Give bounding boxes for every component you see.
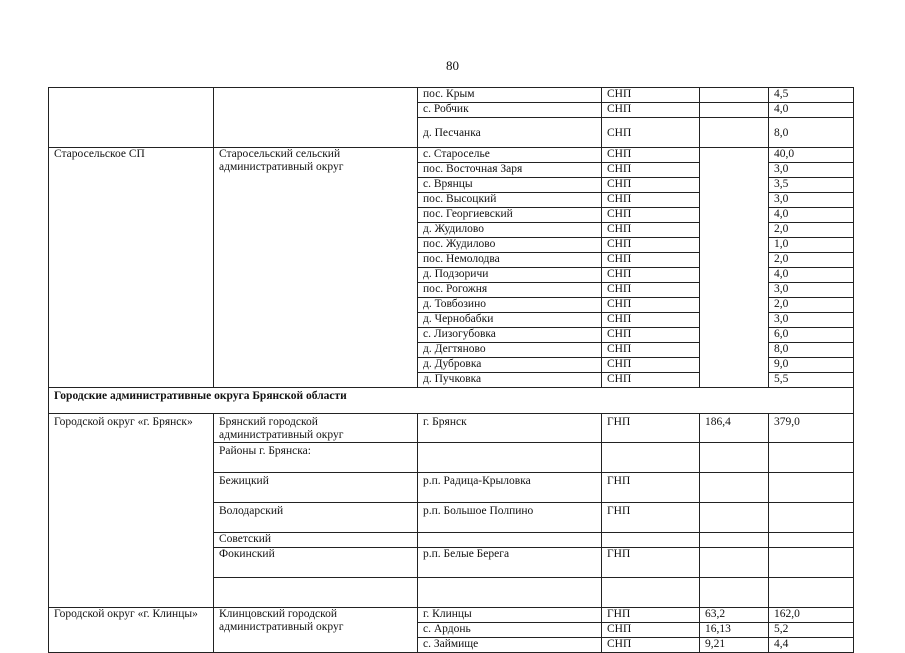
pop2-cell [769,443,854,473]
pop1-cell [700,548,769,578]
pop2-cell: 4,0 [769,208,854,223]
type-cell: СНП [602,193,700,208]
type-cell: СНП [602,623,700,638]
type-cell: СНП [602,313,700,328]
pop1-cell [700,533,769,548]
place-cell: д. Чернобабки [418,313,602,328]
pop2-cell: 3,0 [769,193,854,208]
district-cell: Клинцовский городской административный округ [214,608,418,653]
type-cell: СНП [602,88,700,103]
pop2-cell: 2,0 [769,298,854,313]
place-cell: д. Подзоричи [418,268,602,283]
pop2-cell: 3,5 [769,178,854,193]
settlements-table [48,87,854,653]
place-cell: с. Робчик [418,103,602,118]
district-name-cell: Бежицкий [214,473,418,503]
place-cell: пос. Немолодва [418,253,602,268]
place-cell: с. Врянцы [418,178,602,193]
place-cell: с. Займище [418,638,602,653]
pop1-cell [700,148,769,388]
pop1-cell [700,88,769,103]
type-cell: СНП [602,223,700,238]
type-cell: ГНП [602,608,700,623]
place-cell: г. Брянск [418,414,602,443]
table-row [49,88,854,103]
pop1-cell [700,473,769,503]
pop2-cell [769,533,854,548]
place-cell: г. Клинцы [418,608,602,623]
municipality-cell: Городской округ «г. Клинцы» [49,608,214,653]
type-cell: СНП [602,148,700,163]
municipality-cell: Старосельское СП [49,148,214,388]
place-cell: д. Дубровка [418,358,602,373]
pop2-cell: 3,0 [769,163,854,178]
pop2-cell [769,503,854,533]
place-cell: пос. Жудилово [418,238,602,253]
pop2-cell: 5,2 [769,623,854,638]
type-cell: СНП [602,238,700,253]
district-cell [214,88,418,148]
pop2-cell: 379,0 [769,414,854,443]
place-cell: р.п. Белые Берега [418,548,602,578]
place-cell: с. Лизогубовка [418,328,602,343]
type-cell [602,443,700,473]
type-cell: ГНП [602,503,700,533]
pop2-cell: 2,0 [769,253,854,268]
pop1-cell [700,443,769,473]
pop2-cell: 3,0 [769,283,854,298]
pop1-cell [700,503,769,533]
table-row [49,148,854,163]
place-cell: пос. Восточная Заря [418,163,602,178]
type-cell: СНП [602,118,700,148]
district-name-cell: Советский [214,533,418,548]
place-cell: с. Староселье [418,148,602,163]
type-cell: СНП [602,208,700,223]
place-cell [418,443,602,473]
type-cell: ГНП [602,548,700,578]
pop2-cell: 4,0 [769,268,854,283]
pop2-cell: 5,5 [769,373,854,388]
districts-label: Районы г. Брянска: [214,443,418,473]
place-cell: д. Дегтяново [418,343,602,358]
pop2-cell: 4,0 [769,103,854,118]
pop1-cell: 9,21 [700,638,769,653]
place-cell [418,533,602,548]
pop2-cell: 3,0 [769,313,854,328]
pop2-cell: 6,0 [769,328,854,343]
place-cell: д. Товбозино [418,298,602,313]
type-cell: СНП [602,328,700,343]
place-cell: пос. Высоцкий [418,193,602,208]
type-cell: СНП [602,253,700,268]
district-cell: Брянский городской административный округ [214,414,418,443]
pop2-cell: 162,0 [769,608,854,623]
municipality-cell: Городской округ «г. Брянск» [49,414,214,608]
place-cell: р.п. Радица-Крыловка [418,473,602,503]
type-cell: ГНП [602,414,700,443]
type-cell: СНП [602,638,700,653]
place-cell: д. Пучковка [418,373,602,388]
pop2-cell [769,578,854,608]
type-cell [602,578,700,608]
pop1-cell: 16,13 [700,623,769,638]
district-name-cell [214,578,418,608]
pop2-cell: 4,5 [769,88,854,103]
type-cell: СНП [602,298,700,313]
pop1-cell: 186,4 [700,414,769,443]
pop2-cell: 2,0 [769,223,854,238]
pop2-cell [769,473,854,503]
district-cell: Старосельский сельский административный округ [214,148,418,388]
type-cell: СНП [602,343,700,358]
type-cell: ГНП [602,473,700,503]
pop2-cell: 40,0 [769,148,854,163]
place-cell: д. Песчанка [418,118,602,148]
place-cell: пос. Крым [418,88,602,103]
section-title: Городские административные округа Брянской области [49,388,854,414]
pop2-cell: 9,0 [769,358,854,373]
pop1-cell [700,578,769,608]
type-cell: СНП [602,178,700,193]
municipality-cell [49,88,214,148]
table-row [49,414,854,443]
place-cell [418,578,602,608]
type-cell: СНП [602,283,700,298]
pop2-cell [769,548,854,578]
type-cell: СНП [602,103,700,118]
page-number: 80 [446,58,459,73]
place-cell: д. Жудилово [418,223,602,238]
pop1-cell: 63,2 [700,608,769,623]
district-name-cell: Володарский [214,503,418,533]
place-cell: с. Ардонь [418,623,602,638]
place-cell: пос. Георгиевский [418,208,602,223]
place-cell: пос. Рогожня [418,283,602,298]
table-row [49,608,854,623]
type-cell [602,533,700,548]
place-cell: р.п. Большое Полпино [418,503,602,533]
pop2-cell: 8,0 [769,343,854,358]
pop2-cell: 4,4 [769,638,854,653]
pop1-cell [700,118,769,148]
section-row [49,388,854,414]
pop1-cell [700,103,769,118]
type-cell: СНП [602,358,700,373]
type-cell: СНП [602,373,700,388]
pop2-cell: 1,0 [769,238,854,253]
type-cell: СНП [602,163,700,178]
district-name-cell: Фокинский [214,548,418,578]
pop2-cell: 8,0 [769,118,854,148]
type-cell: СНП [602,268,700,283]
